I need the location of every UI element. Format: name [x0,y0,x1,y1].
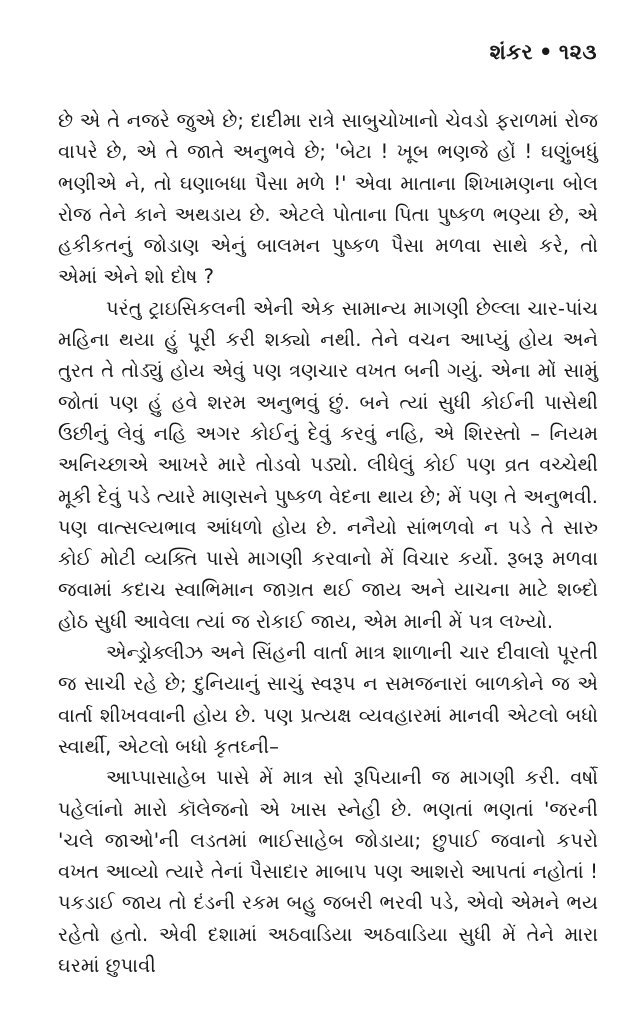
header-separator: • [538,40,553,64]
chapter-title: શંકર [489,40,533,64]
paragraph-2: પરંતુ ટ્રાઇસિકલની એની એક સામાન્ય માગણી છેલ્લા ચાર-પાંચ મહિના થયા હું પૂરી કરી શક્યો નથી. તેને વચન આપ્યું હોય અને તુરત તે તોડ્યું હોય એવું પણ ત્રણચાર વખત બની ગયું. એના મોં સામું જોતાં પણ હું હવે શરમ અનુભવું છું. બને ત્યાં સુધી કોઈની પાસેથી ઉછીનું લેવું નહિ અગર કોઈનું દેવું કરવું નહિ, એ શિરસ્તો – નિયમ અનિચ્છાએ આખરે મારે તોડવો પડ્યો. લીધેલું કોઈ પણ વ્રત વચ્ચેથી મૂકી દેવું પડે ત્યારે માણસને પુષ્કળ વેદના થાય છે; મેં પણ તે અનુભવી. પણ વાત્સલ્યભાવ આંધળો હોય છે. નનૈયો સાંભળવો ન પડે તે સારુ કોઈ મોટી વ્યક્તિ પાસે માગણી કરવાનો મેં વિચાર કર્યો. રૂબરૂ મળવા જવામાં કદાચ સ્વાભિમાન જાગ્રત થઈ જાય અને યાચના માટે શબ્દો હોઠ સુધી આવેલા ત્યાં જ રોકાઈ જાય, એમ માની મેં પત્ર લખ્યો. [58,296,598,633]
paragraph-1: છે એ તે નજરે જુએ છે; દાદીમા રાત્રે સાબુચોખાનો ચેવડો ફરાળમાં રોજ વાપરે છે, એ તે જાતે અનુભવે છે; 'બેટા ! ખૂબ ભણજે હોં ! ઘણુંબધું ભણીએ ને, તો ઘણાબધા પૈસા મળે !' એવા માતાના શિખામણના બોલ રોજ તેને કાને અથડાય છે. એટલે પોતાના પિતા પુષ્કળ ભણ્યા છે, એ હકીકતનું જોડાણ એનું બાલમન પુષ્કળ પૈસા મળવા સાથે કરે, તો એમાં એને શો દોષ ? [58,109,598,289]
page-number: ૧૨૩ [558,40,597,64]
paragraph-4: આપ્પાસાહેબ પાસે મેં માત્ર સો રૂપિયાની જ માગણી કરી. વર્ષો પહેલાંનો મારો કૉલેજનો એ ખાસ સ્નેહી છે. ભણતાં ભણતાં 'જરની 'ચલે જાઓ'ની લડતમાં ભાઈસાહેબ જોડાયા; છુપાઈ જવાનો કપરો વખત આવ્યો ત્યારે તેનાં પૈસાદાર માબાપ પણ આશરો આપતાં નહોતાં ! પકડાઈ જાય તો દંડની રકમ બહુ જબરી ભરવી પડે, એવો એમને ભય રહેતો હતો. એવી દશામાં અઠવાડિયા અઠવાડિયા સુધી મેં તેને મારા ઘરમાં છુપાવી [58,766,598,978]
paragraph-3: એન્ડ્રોક્લીઝ અને સિંહની વાર્તા માત્ર શાળાની ચાર દીવાલો પૂરતી જ સાચી રહે છે; દુનિયાનું સાચું સ્વરૂપ ન સમજનારાં બાળકોને જ એ વાર્તા શીખવવાની હોય છે. પણ પ્રત્યક્ષ વ્યવહારમાં માનવી એટલો બધો સ્વાર્થી, એટલો બધો કૃતઘ્ની– [58,641,598,758]
body-text [58,105,598,981]
running-header [490,40,597,65]
